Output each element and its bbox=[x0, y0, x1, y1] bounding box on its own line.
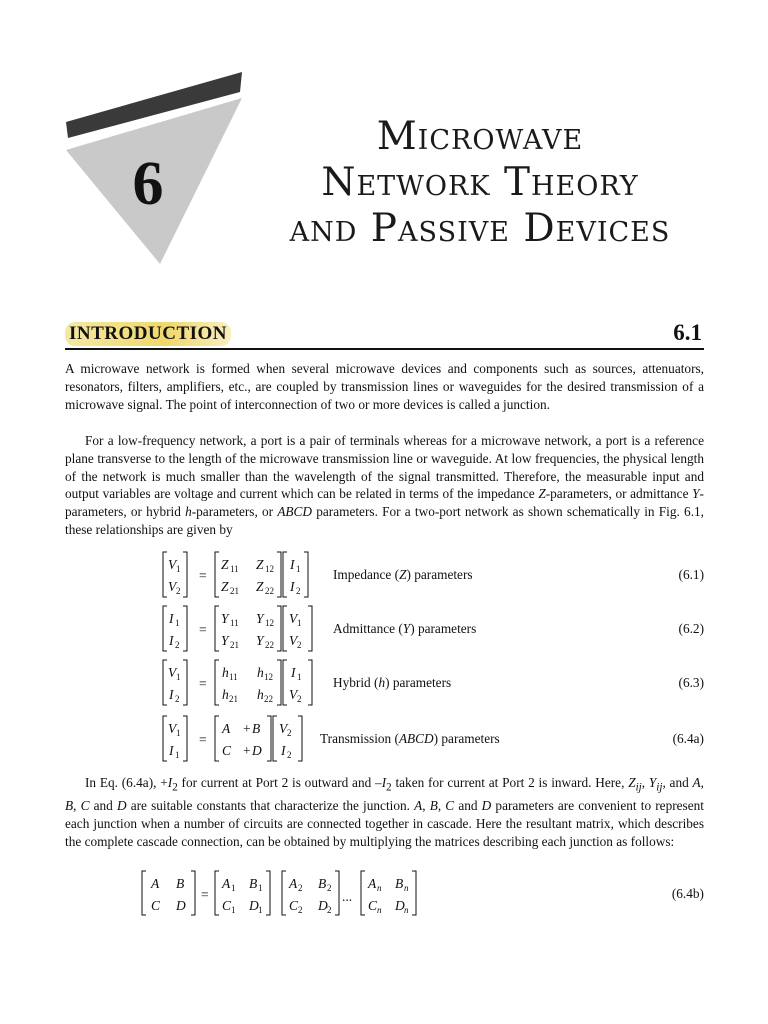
svg-text:11: 11 bbox=[229, 672, 238, 682]
svg-text:I: I bbox=[169, 687, 174, 702]
text-run: C bbox=[80, 798, 90, 814]
equation-label bbox=[333, 675, 451, 691]
svg-text:n: n bbox=[377, 883, 382, 893]
text-run: In Eq. (6.4a), + bbox=[85, 775, 168, 790]
text-run: are suitable constants that characterize the junction. bbox=[126, 798, 415, 814]
text-run: , bbox=[437, 798, 446, 814]
chapter-logo bbox=[60, 70, 250, 270]
svg-text:2: 2 bbox=[287, 750, 292, 760]
svg-text:A: A bbox=[222, 876, 231, 891]
svg-text:2: 2 bbox=[296, 586, 301, 596]
text-run: For a low-frequency network, a port is a pair of terminals whereas for a microwave network, a port is a reference plane transverse to the length of the microwave transmission line or waveguide. At low frequencies, the physical length of the network is much smaller than the wavelength of the signal transmitted. Therefore, the measurable input and output variables are voltage and current which can be related in terms of the impedance bbox=[65, 433, 704, 502]
text-run: Z bbox=[628, 775, 636, 790]
svg-text:22: 22 bbox=[264, 694, 273, 704]
equation-number: (6.2) bbox=[678, 621, 704, 636]
svg-text:11: 11 bbox=[230, 564, 239, 574]
paragraph-intro: A microwave network is formed when several microwave devices and components such as sources, attenuators, resonators, filters, amplifiers, etc., are coupled by transmission lines or waveguides for the desired transmission of a microwave signal. The point of interconnection of two or more devices is called a junction. bbox=[65, 361, 704, 412]
text-run: Y bbox=[402, 621, 411, 636]
svg-text:A: A bbox=[289, 876, 298, 891]
svg-text:=: = bbox=[199, 676, 207, 691]
svg-text:D: D bbox=[318, 898, 328, 913]
text-run: -parameters, or hybrid bbox=[65, 486, 704, 520]
svg-text:I: I bbox=[169, 633, 174, 648]
chapter-title-line: Network Theory bbox=[321, 160, 639, 205]
svg-text:1: 1 bbox=[258, 883, 263, 893]
text-run: , and bbox=[662, 775, 693, 790]
svg-text:22: 22 bbox=[265, 586, 274, 596]
svg-text:1: 1 bbox=[176, 564, 181, 574]
text-run: h bbox=[185, 504, 192, 520]
text-run: and bbox=[89, 798, 117, 814]
chapter-title-line: Microwave bbox=[376, 114, 584, 159]
svg-text:1: 1 bbox=[231, 883, 236, 893]
svg-text:C: C bbox=[151, 898, 161, 913]
svg-text:C: C bbox=[222, 898, 232, 913]
equation-6-4a bbox=[0, 715, 768, 763]
svg-text:Z: Z bbox=[256, 557, 264, 572]
text-run: 2 bbox=[386, 781, 392, 794]
svg-text:B: B bbox=[176, 876, 185, 891]
svg-text:Z: Z bbox=[256, 579, 264, 594]
text-run: ) parameters bbox=[433, 731, 500, 746]
svg-text:2: 2 bbox=[297, 640, 302, 650]
svg-text:2: 2 bbox=[298, 905, 303, 915]
text-run: B bbox=[65, 798, 74, 814]
svg-text:2: 2 bbox=[298, 883, 303, 893]
svg-text:1: 1 bbox=[296, 564, 301, 574]
svg-text:2: 2 bbox=[175, 640, 180, 650]
chapter-number: 6 bbox=[132, 150, 164, 218]
svg-text:Z: Z bbox=[221, 557, 229, 572]
text-run: Z bbox=[399, 567, 407, 582]
svg-text:1: 1 bbox=[297, 618, 302, 628]
text-run: I bbox=[381, 775, 387, 790]
svg-text:I: I bbox=[169, 743, 174, 758]
section-number: 6.1 bbox=[673, 320, 702, 345]
svg-text:D: D bbox=[395, 898, 405, 913]
svg-text:Y: Y bbox=[221, 633, 229, 648]
svg-text:h: h bbox=[222, 665, 229, 680]
svg-text:V: V bbox=[168, 721, 177, 736]
equation-6-1 bbox=[0, 551, 768, 599]
svg-text:=: = bbox=[199, 622, 207, 637]
text-run: 2 bbox=[172, 781, 178, 794]
svg-text:V: V bbox=[289, 687, 298, 702]
svg-text:1: 1 bbox=[176, 728, 181, 738]
text-run: B bbox=[429, 798, 438, 814]
equation-label bbox=[333, 621, 476, 637]
text-run: D bbox=[116, 798, 127, 814]
svg-text:2: 2 bbox=[297, 694, 302, 704]
section-rule bbox=[65, 348, 704, 350]
svg-text:Y: Y bbox=[256, 611, 264, 626]
svg-text:Y: Y bbox=[256, 633, 264, 648]
svg-text:=: = bbox=[201, 887, 209, 902]
svg-text:B: B bbox=[395, 876, 404, 891]
text-run: for current at Port 2 is outward and – bbox=[177, 775, 382, 790]
text-run: A bbox=[414, 798, 423, 814]
svg-text:I: I bbox=[169, 611, 174, 626]
equation-label bbox=[320, 731, 500, 747]
svg-text:I: I bbox=[290, 579, 295, 594]
svg-text:D: D bbox=[176, 898, 186, 913]
equation-6-4b-math bbox=[0, 870, 768, 918]
svg-text:12: 12 bbox=[264, 672, 273, 682]
text-run: I bbox=[167, 775, 173, 790]
svg-text:2: 2 bbox=[176, 586, 181, 596]
svg-text:1: 1 bbox=[175, 618, 180, 628]
equation-6-3 bbox=[0, 659, 768, 707]
text-run: taken for current at Port 2 is inward. Here, bbox=[391, 775, 629, 790]
text-run: and bbox=[454, 798, 482, 814]
svg-text:1: 1 bbox=[175, 750, 180, 760]
text-run: h bbox=[378, 675, 386, 690]
svg-text:I: I bbox=[290, 557, 295, 572]
section-label: INTRODUCTION bbox=[65, 322, 231, 346]
svg-text:n: n bbox=[377, 905, 382, 915]
equation-number: (6.4b) bbox=[671, 886, 704, 901]
text-run: Admittance ( bbox=[333, 621, 403, 636]
svg-text:Y: Y bbox=[221, 611, 229, 626]
svg-text:12: 12 bbox=[265, 618, 274, 628]
text-run: A bbox=[692, 775, 701, 790]
svg-text:C: C bbox=[222, 743, 232, 758]
text-run: ) parameters bbox=[385, 675, 452, 690]
text-run: , bbox=[641, 775, 649, 790]
svg-text:1: 1 bbox=[297, 672, 302, 682]
svg-text:12: 12 bbox=[265, 564, 274, 574]
svg-text:1: 1 bbox=[176, 672, 181, 682]
svg-text:V: V bbox=[289, 611, 298, 626]
svg-text:+: + bbox=[243, 721, 251, 736]
equation-number: (6.1) bbox=[678, 567, 704, 582]
svg-text:A: A bbox=[151, 876, 160, 891]
svg-text:V: V bbox=[289, 633, 298, 648]
equation-6-4b bbox=[0, 870, 768, 918]
text-run: Hybrid ( bbox=[333, 675, 379, 690]
svg-text:h: h bbox=[257, 665, 264, 680]
text-run: ABCD bbox=[398, 731, 434, 746]
text-run: -parameters, or bbox=[191, 504, 278, 520]
svg-text:I: I bbox=[291, 665, 296, 680]
text-run: Impedance ( bbox=[333, 567, 400, 582]
svg-text:=: = bbox=[199, 568, 207, 583]
svg-text:11: 11 bbox=[230, 618, 239, 628]
svg-text:2: 2 bbox=[327, 905, 332, 915]
svg-text:2: 2 bbox=[287, 728, 292, 738]
text-run: , bbox=[73, 798, 81, 814]
svg-text:2: 2 bbox=[327, 883, 332, 893]
chapter-title bbox=[250, 114, 710, 252]
svg-text:B: B bbox=[249, 876, 258, 891]
svg-text:21: 21 bbox=[229, 694, 238, 704]
svg-text:V: V bbox=[168, 557, 177, 572]
svg-text:V: V bbox=[279, 721, 288, 736]
text-run: C bbox=[445, 798, 455, 814]
svg-text:V: V bbox=[168, 665, 177, 680]
svg-text:C: C bbox=[289, 898, 299, 913]
svg-text:2: 2 bbox=[175, 694, 180, 704]
svg-text:+: + bbox=[243, 743, 251, 758]
text-run: ) parameters bbox=[406, 567, 473, 582]
svg-text:I: I bbox=[281, 743, 286, 758]
svg-text:h: h bbox=[257, 687, 264, 702]
text-run: -parameters, or admittance bbox=[545, 486, 693, 502]
text-run: D bbox=[481, 798, 492, 814]
svg-text:1: 1 bbox=[231, 905, 236, 915]
text-run: ij bbox=[635, 781, 642, 794]
svg-text:h: h bbox=[222, 687, 229, 702]
equation-number: (6.4a) bbox=[672, 731, 704, 746]
text-run: Z bbox=[538, 486, 546, 502]
svg-text:B: B bbox=[252, 721, 261, 736]
text-run: parameters. For a two-port network as shown schematically in Fig. 6.1, these relationships are given by bbox=[65, 504, 704, 537]
svg-text:21: 21 bbox=[230, 640, 239, 650]
text-run: Y bbox=[692, 486, 700, 502]
svg-text:C: C bbox=[368, 898, 378, 913]
svg-text:B: B bbox=[318, 876, 327, 891]
svg-text:=: = bbox=[199, 732, 207, 747]
text-run: Y bbox=[648, 775, 657, 790]
svg-text:...: ... bbox=[342, 889, 353, 904]
section-heading bbox=[65, 320, 704, 350]
svg-text:D: D bbox=[249, 898, 259, 913]
svg-text:21: 21 bbox=[230, 586, 239, 596]
equation-number: (6.3) bbox=[678, 675, 704, 690]
text-run: Transmission ( bbox=[320, 731, 399, 746]
equation-6-2 bbox=[0, 605, 768, 653]
svg-text:A: A bbox=[222, 721, 231, 736]
svg-text:Z: Z bbox=[221, 579, 229, 594]
text-run: parameters are convenient to represent each junction when a number of circuits are connected together in cascade. Here the resultant matrix, which describes the complete cascade connection, can be obtained by multiplying the matrices describing each junction as follows: bbox=[65, 798, 704, 850]
svg-text:D: D bbox=[252, 743, 262, 758]
svg-text:A: A bbox=[368, 876, 377, 891]
text-run: ) parameters bbox=[410, 621, 477, 636]
paragraph-port-definition bbox=[65, 432, 704, 539]
text-run: , bbox=[700, 775, 704, 790]
paragraph-cascade bbox=[65, 774, 704, 851]
text-run: ij bbox=[656, 781, 663, 794]
text-run: , bbox=[422, 798, 430, 814]
chapter-title-line: and Passive Devices bbox=[289, 206, 671, 251]
svg-text:22: 22 bbox=[265, 640, 274, 650]
svg-text:1: 1 bbox=[258, 905, 263, 915]
svg-text:n: n bbox=[404, 905, 409, 915]
svg-text:V: V bbox=[168, 579, 177, 594]
equation-label bbox=[333, 567, 473, 583]
text-run: ABCD bbox=[277, 504, 313, 520]
svg-text:n: n bbox=[404, 883, 409, 893]
